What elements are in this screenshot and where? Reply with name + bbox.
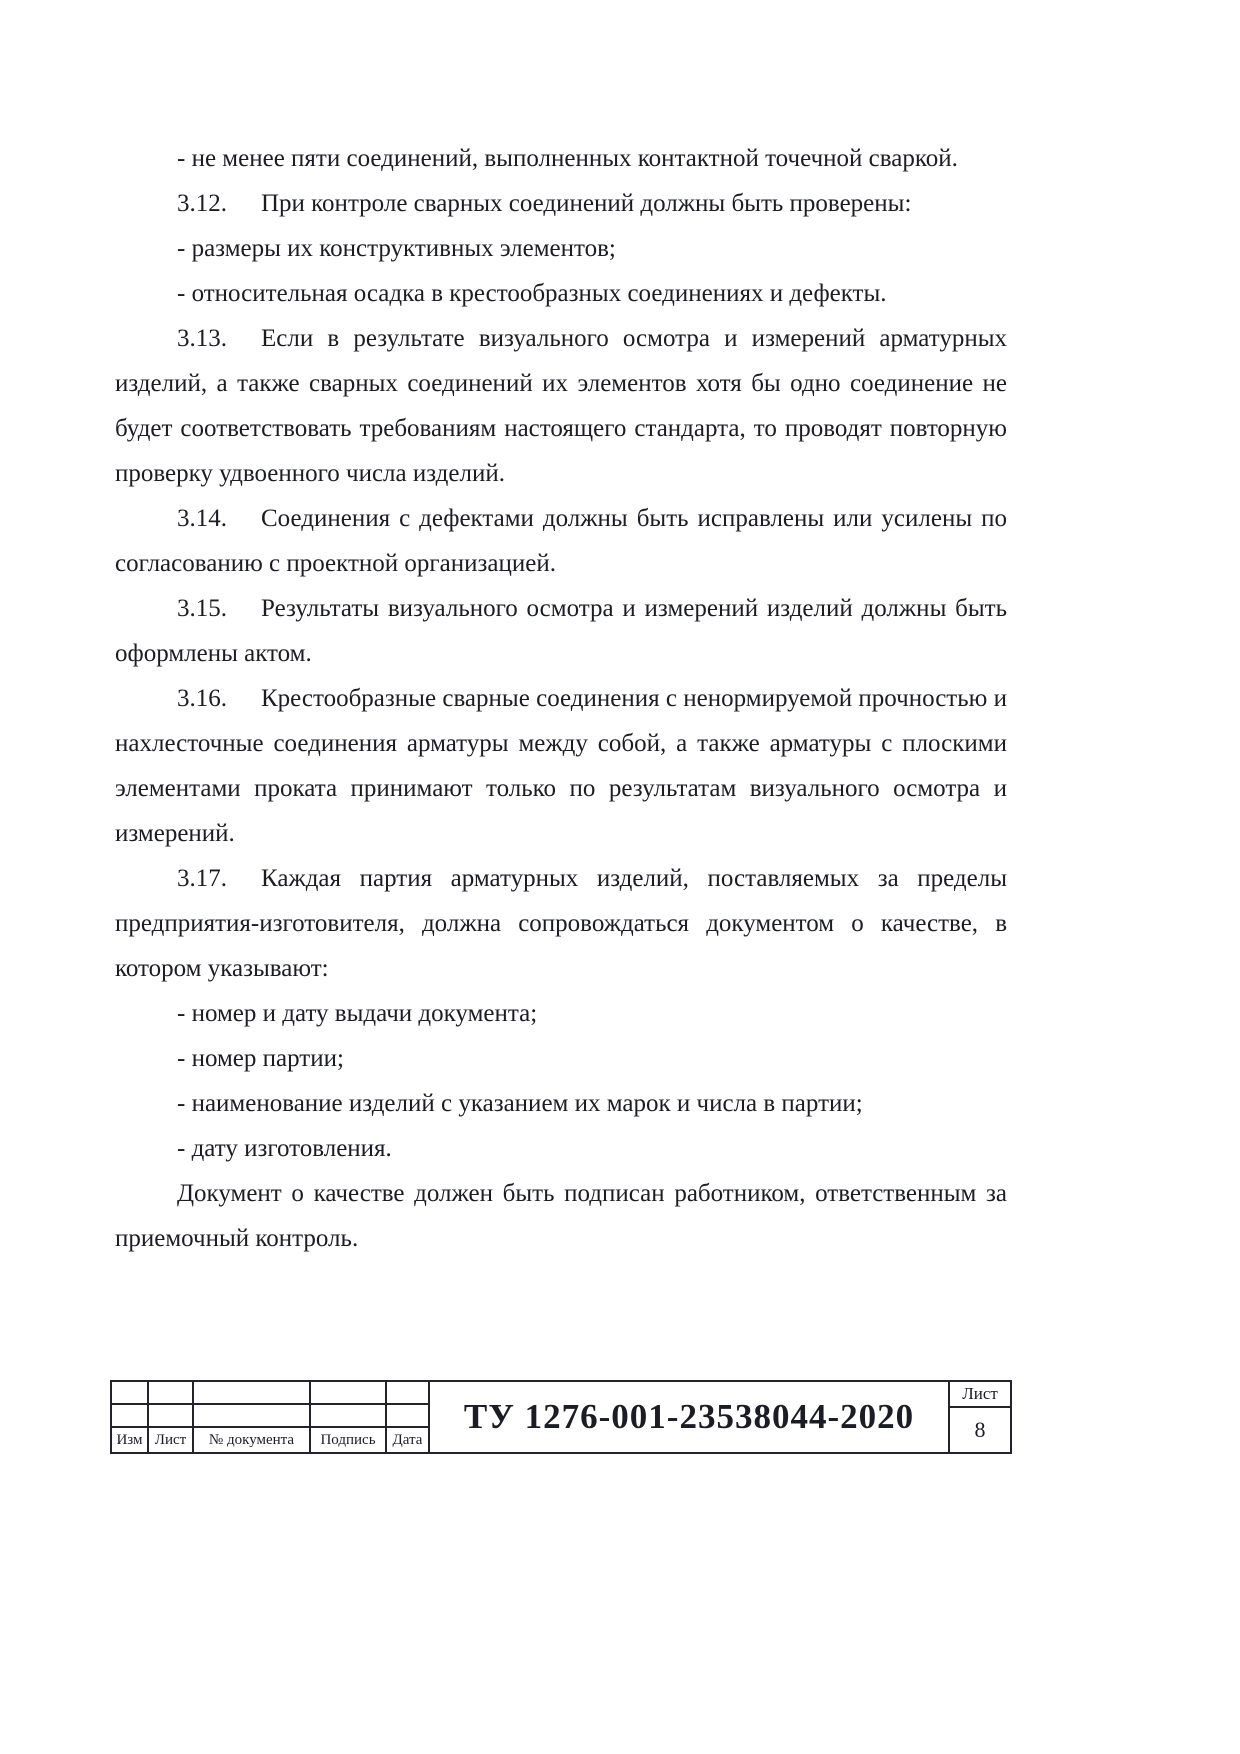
- clause-text: Если в результате визуального осмотра и измерений арматурных изделий, а также сварных соединений их элементов хотя бы одно соединение не будет соответствовать требованиям настоящего стандарта, то проводят повторную проверку удвоенного числа изделий.: [115, 325, 1007, 487]
- list-item-dash: - наименование изделий с указанием их марок и числа в партии;: [177, 1090, 863, 1117]
- text-body: [115, 136, 1007, 1261]
- stamp-cell-empty: [149, 1382, 194, 1405]
- paragraph-3-13: [115, 316, 1007, 496]
- stamp-cell-empty: [112, 1382, 149, 1405]
- list-item-dash: - номер партии;: [177, 1045, 344, 1072]
- list-item-dash: - номер и дату выдачи документа;: [177, 1000, 538, 1027]
- stamp-cell-empty: [387, 1382, 430, 1405]
- clause-number: 3.17.: [177, 865, 227, 892]
- clause-text: Крестообразные сварные соединения с ненормируемой прочностью и нахлесточные соединения арматуры между собой, а также арматуры с плоскими элементами проката принимают только по результатам визуального осмотра и измерений.: [115, 685, 1007, 847]
- clause-number: 3.14.: [177, 505, 227, 532]
- sheet-number: 8: [974, 1417, 986, 1442]
- stamp-header-date: Дата: [387, 1428, 430, 1452]
- paragraph-closing: Документ о качестве должен быть подписан работником, ответственным за приемочный контроль.: [115, 1180, 1007, 1252]
- revision-table: [112, 1382, 430, 1452]
- stamp-cell-empty: [311, 1405, 387, 1428]
- sheet-label: Лист: [950, 1382, 1010, 1408]
- clause-text: При контроле сварных соединений должны быть проверены:: [261, 190, 912, 217]
- stamp-cell-empty: [311, 1382, 387, 1405]
- list-item-dash: - не менее пяти соединений, выполненных контактной точечной сваркой.: [177, 145, 958, 172]
- paragraph-3-16: [115, 676, 1007, 856]
- clause-number: 3.16.: [177, 685, 227, 712]
- stamp-cell-empty: [194, 1405, 311, 1428]
- stamp-header-izm: Изм: [112, 1428, 149, 1452]
- clause-number: 3.13.: [177, 325, 227, 352]
- stamp-cell-empty: [194, 1382, 311, 1405]
- paragraph-3-12: [115, 181, 1007, 226]
- clause-text: Соединения с дефектами должны быть исправлены или усилены по согласованию с проектной организацией.: [115, 505, 1007, 577]
- paragraph-3-15: [115, 586, 1007, 676]
- sheet-column: [950, 1382, 1010, 1452]
- clause-number: 3.15.: [177, 595, 227, 622]
- clause-text: Каждая партия арматурных изделий, поставляемых за пределы предприятия-изготовителя, должна сопровождаться документом о качестве, в котором указывают:: [115, 865, 1007, 982]
- list-item-dash: - размеры их конструктивных элементов;: [177, 235, 616, 262]
- document-number: ТУ 1276-001-23538044-2020: [430, 1382, 950, 1452]
- clause-text: Результаты визуального осмотра и измерений изделий должны быть оформлены актом.: [115, 595, 1007, 667]
- stamp-cell-empty: [387, 1405, 430, 1428]
- list-item-dash: - дату изготовления.: [177, 1135, 392, 1162]
- stamp-cell-empty: [112, 1405, 149, 1428]
- title-block: [110, 1380, 1012, 1454]
- stamp-header-signature: Подпись: [311, 1428, 387, 1452]
- stamp-header-list: Лист: [149, 1428, 194, 1452]
- paragraph-3-14: [115, 496, 1007, 586]
- stamp-header-doc-number: № документа: [194, 1428, 311, 1452]
- clause-number: 3.12.: [177, 190, 227, 217]
- list-item-dash: - относительная осадка в крестообразных соединениях и дефекты.: [177, 280, 887, 307]
- stamp-cell-empty: [149, 1405, 194, 1428]
- paragraph-3-17: [115, 856, 1007, 991]
